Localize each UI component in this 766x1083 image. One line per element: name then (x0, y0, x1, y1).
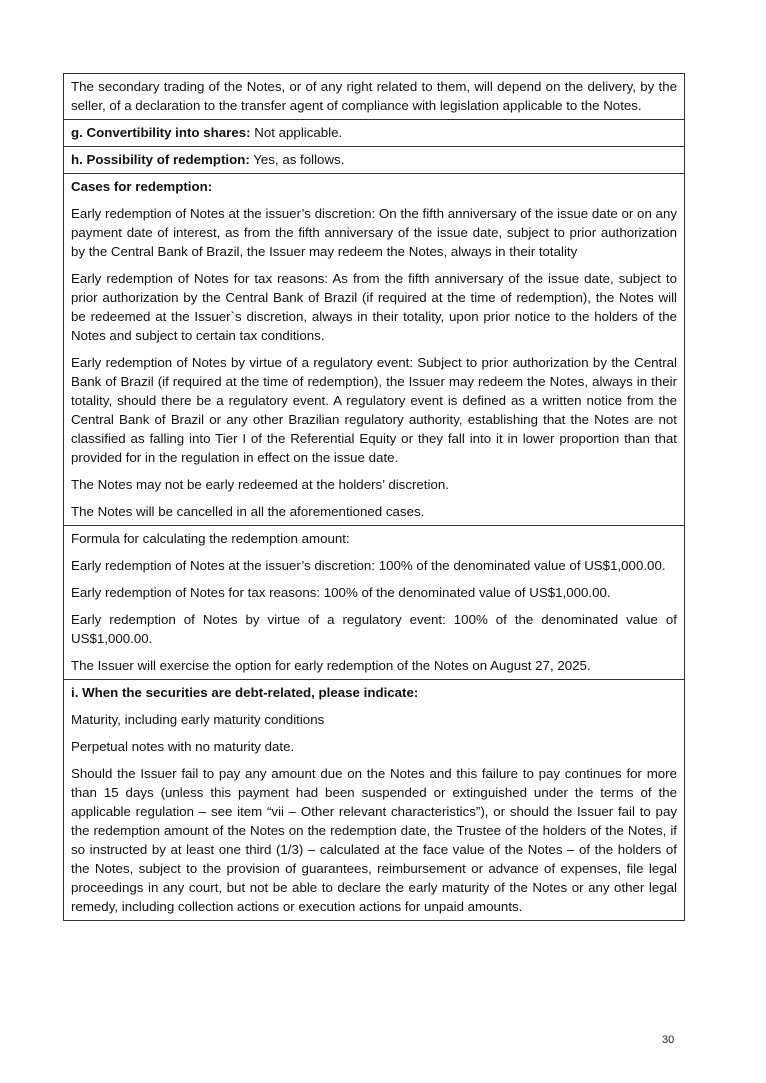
redemption-possibility-label: h. Possibility of redemption: (71, 152, 250, 167)
section-heading (71, 177, 677, 196)
convertibility-label: g. Convertibility into shares: (71, 125, 251, 140)
terms-table (63, 73, 685, 921)
secondary-trading-cell (64, 74, 684, 119)
paragraph: The Notes may not be early redeemed at the holders’ discretion. (71, 477, 449, 492)
redemption-possibility-value: Yes, as follows. (249, 152, 345, 167)
paragraph: Perpetual notes with no maturity date. (71, 739, 295, 754)
redemption-possibility-cell (64, 146, 684, 173)
convertibility-value: Not applicable. (250, 125, 343, 140)
convertibility-row (71, 123, 677, 142)
convertibility-cell (64, 119, 684, 146)
paragraph: Maturity, including early maturity conditions (71, 712, 325, 727)
cases-heading: Cases for redemption: (71, 179, 213, 194)
paragraph: Early redemption of Notes by virtue of a regulatory event: 100% of the denominated value of US$1,000.00. (71, 612, 677, 646)
debt-related-cell (64, 679, 684, 920)
paragraph: The secondary trading of the Notes, or of any right related to them, will depend on the delivery, by the seller, of a declaration to the transfer agent of compliance with legislation applicable to the Notes. (71, 79, 677, 113)
cases-for-redemption-cell (64, 173, 684, 525)
page-number: 30 (662, 1034, 675, 1046)
paragraph: The Notes will be cancelled in all the aforementioned cases. (71, 504, 425, 519)
paragraph: Early redemption of Notes by virtue of a regulatory event: Subject to prior authorization by the Central Bank of Brazil (if required at the time of redemption), the Issuer may redeem the Notes, always in their totality, should there be a regulatory event. A regulatory event is defined as a written notice from the Central Bank of Brazil or any other Brazilian regulatory authority, establishing that the Notes are not classified as falling into Tier I of the Referential Equity or they fall into it in lower proportion than that provided for in the regulation in effect on the issue date. (71, 355, 677, 465)
section-heading (71, 683, 677, 702)
paragraph: Early redemption of Notes at the issuer’s discretion: On the fifth anniversary of the issue date or on any payment date of interest, as from the fifth anniversary of the issue date, subject to prior authorization by the Central Bank of Brazil, the Issuer may redeem the Notes, always in their totality (71, 206, 677, 259)
paragraph: Should the Issuer fail to pay any amount due on the Notes and this failure to pay continues for more than 15 days (unless this payment had been suspended or extinguished under the terms of the applicable regulation – see item “vii – Other relevant characteristics”), or should the Issuer fail to pay the redemption amount of the Notes on the redemption date, the Trustee of the holders of the Notes, if so instructed by at least one third (1/3) – calculated at the face value of the Notes – of the holders of the Notes, subject to the provision of guarantees, reimbursement or advance of expenses, file legal proceedings in any court, but not be able to declare the early maturity of the Notes or any other legal remedy, including collection actions or execution actions for unpaid amounts. (71, 766, 677, 914)
paragraph: Early redemption of Notes for tax reasons: 100% of the denominated value of US$1,000.00. (71, 585, 611, 600)
redemption-formula-cell (64, 525, 684, 679)
paragraph: Formula for calculating the redemption amount: (71, 531, 350, 546)
paragraph: Early redemption of Notes at the issuer’s discretion: 100% of the denominated value of US$1,000.00. (71, 558, 666, 573)
paragraph: Early redemption of Notes for tax reasons: As from the fifth anniversary of the issue date, subject to prior authorization by the Central Bank of Brazil (if required at the time of redemption), the Notes will be redeemed at the Issuer`s discretion, always in their totality, upon prior notice to the holders of the Notes and subject to certain tax conditions. (71, 271, 677, 343)
paragraph: The Issuer will exercise the option for early redemption of the Notes on August 27, 2025. (71, 658, 591, 673)
redemption-possibility-row (71, 150, 677, 169)
debt-heading: i. When the securities are debt-related, please indicate: (71, 685, 419, 700)
